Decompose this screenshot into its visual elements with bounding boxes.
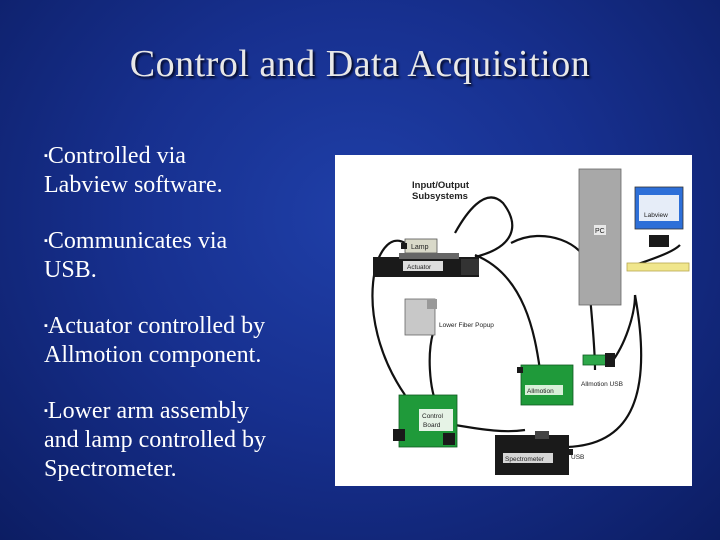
bullet-text: Controlled via <box>47 143 186 169</box>
pc-label: PC <box>595 228 605 235</box>
bullet-text: Allmotion component. <box>44 342 262 368</box>
fiber-arm-icon <box>427 299 437 309</box>
usb-label: USB <box>571 454 585 461</box>
monitor-stand-icon <box>649 235 669 247</box>
bullet-marker-icon: ▪ <box>44 150 48 162</box>
diagram-canvas <box>335 155 692 486</box>
bullet-text: Lower arm assembly <box>47 398 250 424</box>
bullet-item <box>44 312 265 370</box>
bullet-item <box>44 142 223 200</box>
slide-title: Control and Data Acquisition <box>129 43 591 85</box>
spectrometer-label: Spectrometer <box>505 456 545 463</box>
control-board-connector-icon <box>443 433 455 445</box>
labview-label: Labview <box>644 212 668 219</box>
diagram-heading-line2: Subsystems <box>412 191 468 202</box>
bullet-item <box>44 397 266 484</box>
control-board-connector-icon <box>393 429 405 441</box>
bullet-text: Communicates via <box>47 228 228 254</box>
bullet-text: USB. <box>44 257 97 283</box>
allmotion-label: Allmotion <box>527 388 554 395</box>
cable-fiber-board <box>430 333 435 400</box>
actuator-rail-icon <box>399 253 459 259</box>
lamp-connector-icon <box>401 243 407 249</box>
bullet-text: Spectrometer. <box>44 456 177 482</box>
lower-fiber-popup-label: Lower Fiber Popup <box>439 322 494 329</box>
bullet-marker-icon: ▪ <box>44 405 48 417</box>
spectrometer-port-icon <box>535 431 549 439</box>
cable-spectrometer-pc <box>567 295 641 447</box>
allmotion-usb-plug-icon <box>605 353 615 367</box>
cable-lamp-loop <box>455 197 512 257</box>
control-board-label-line1: Control <box>422 413 443 420</box>
pc-tower-icon <box>579 169 621 305</box>
allmotion-usb-label: Allmotion USB <box>581 381 623 388</box>
bullet-text: Labview software. <box>44 172 223 198</box>
bullet-marker-icon: ▪ <box>44 235 48 247</box>
cable-pc-monitor <box>635 245 680 265</box>
control-board-label-line2: Board <box>423 422 441 429</box>
actuator-label: Actuator <box>407 264 432 271</box>
bullet-marker-icon: ▪ <box>44 320 48 332</box>
cable-board-spectrometer <box>455 425 525 431</box>
keyboard-icon <box>627 263 689 271</box>
lamp-label: Lamp <box>411 244 429 251</box>
bullet-text: and lamp controlled by <box>44 427 266 453</box>
allmotion-connector-icon <box>517 367 523 373</box>
actuator-motor-icon <box>461 259 479 275</box>
cable-actuator-allmotion <box>475 255 540 370</box>
diagram-heading-line1: Input/Output <box>412 180 469 191</box>
bullet-item <box>44 227 227 285</box>
io-subsystems-diagram <box>335 155 692 486</box>
bullet-text: Actuator controlled by <box>47 313 266 339</box>
